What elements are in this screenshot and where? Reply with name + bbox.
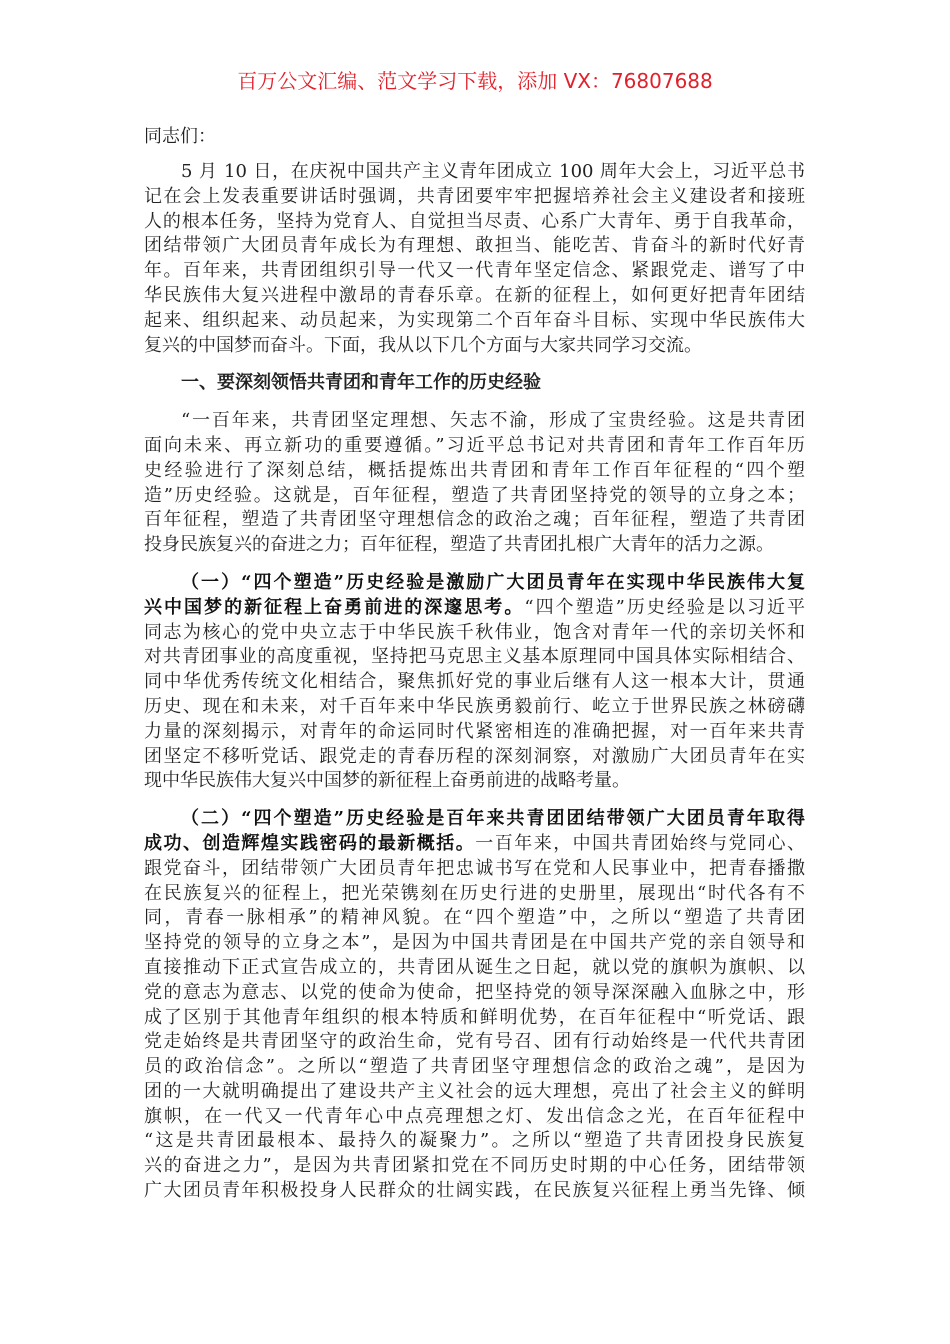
paragraph [144,807,805,1204]
document-body [144,124,805,1217]
text-line: 跟党奋斗，团结带领广大团员青年把忠诚书写在党和人民事业中，把青春播撒 [144,857,805,879]
text-line: 5 月 10 日，在庆祝中国共产主义青年团成立 100 周年大会上，习近平总书 [181,161,805,182]
text-line: 人的根本任务，坚持为党育人、自觉担当尽责、心系广大青年、勇于自我革命， [144,210,805,232]
text-line: 力量的深刻揭示，对青年的命运同时代紧密相连的准确把握，对一百年来共青 [144,720,805,742]
text-line: 直接推动下正式宣告成立的，共青团从诞生之日起，就以党的旗帜为旗帜、以 [144,956,805,978]
bold-lead-text: （二）“四个塑造”历史经验是百年来共青团团结带领广大团员青年取得 [181,808,805,830]
watermark-banner: 百万公文汇编、范文学习下载，添加 VX：76807688 [237,69,713,93]
text-line: 同，青春一脉相承”的精神风貌。在“四个塑造”中，之所以“塑造了共青团 [144,907,805,929]
text-line: 一、要深刻领悟共青团和青年工作的历史经验 [181,372,541,394]
text-line: 团结带领广大团员青年成长为有理想、敢担当、能吃苦、肯奋斗的新时代好青 [144,235,805,257]
text-line: 党的意志为意志、以党的使命为使命，把坚持党的领导深深融入血脉之中，形 [144,981,805,1003]
text-line: 造”历史经验。这就是，百年征程，塑造了共青团坚持党的领导的立身之本； [144,484,805,506]
text-line: 团坚定不移听党话、跟党走的青春历程的深刻洞察，对激励广大团员青年在实 [144,745,805,767]
text-line: 兴的奋进之力”，是因为共青团紧扣党在不同历史时期的中心任务，团结带领 [144,1155,805,1177]
paragraph [144,571,805,794]
line-text: “四个塑造”历史经验是以习近平 [524,596,805,618]
text-line: “这是共青团最根本、最持久的凝聚力”。之所以“塑造了共青团投身民族复 [144,1130,805,1152]
text-line: 华民族伟大复兴进程中激昂的青春乐章。在新的征程上，如何更好把青年团结 [144,284,805,306]
text-line: 员的政治信念”。之所以“塑造了共青团坚守理想信念的政治之魂”，是因为 [144,1056,805,1078]
text-line: 在民族复兴的征程上，把光荣镌刻在历史行进的史册里，展现出“时代各有不 [144,882,805,904]
text-line [144,807,805,832]
text-line: 历史、现在和未来，对千百年来中华民族勇毅前行、屹立于世界民族之林磅礴 [144,695,805,717]
line-text: 一百年来，中国共青团始终与党同心、 [475,832,806,854]
text-line: 坚持党的领导的立身之本”，是因为中国共青团是在中国共产党的亲自领导和 [144,932,805,954]
text-line: 史经验进行了深刻总结，概括提炼出共青团和青年工作百年征程的“四个塑 [144,459,805,481]
paragraph [144,409,805,558]
text-line [144,571,805,596]
text-line: 团的一大就明确提出了建设共产主义社会的远大理想，亮出了社会主义的鲜明 [144,1080,805,1102]
text-line: 起来、组织起来、动员起来，为实现第二个百年奋斗目标、实现中华民族伟大 [144,309,805,331]
text-line: 同中华优秀传统文化相结合，聚焦抓好党的事业后继有人这一根本大计，贯通 [144,671,805,693]
text-line: 复兴的中国梦而奋斗。下面，我从以下几个方面与大家共同学习交流。 [144,334,702,356]
paragraph [144,160,805,358]
salutation: 同志们： [144,126,216,147]
text-line: 现中华民族伟大复兴中国梦的新征程上奋勇前进的战略考量。 [144,770,630,792]
text-line: 对共青团事业的高度重视，坚持把马克思主义基本原理同中国具体实际相结合、 [144,646,805,668]
text-line: 党走始终是共青团坚守的政治生命，党有号召、团有行动始终是一代代共青团 [144,1031,805,1053]
section-heading [144,371,805,396]
bold-lead-text: 成功、创造辉煌实践密码的最新概括。 [144,832,476,854]
bold-lead-text: 兴中国梦的新征程上奋勇前进的深邃思考。 [144,596,525,618]
text-line: “一百年来，共青团坚定理想、矢志不渝，形成了宝贵经验。这是共青团 [181,410,805,432]
bold-lead-text: （一）“四个塑造”历史经验是激励广大团员青年在实现中华民族伟大复 [181,571,805,593]
text-line [144,596,805,621]
text-line [144,832,805,857]
text-line: 面向未来、再立新功的重要遵循。”习近平总书记对共青团和青年工作百年历 [144,434,805,456]
text-line: 成了区别于其他青年组织的根本特质和鲜明优势，在百年征程中“听党话、跟 [144,1006,805,1028]
paragraphs [144,160,805,1204]
text-line: 同志为核心的党中央立志于中华民族千秋伟业，饱含对青年一代的亲切关怀和 [144,621,805,643]
text-line: 记在会上发表重要讲话时强调，共青团要牢牢把握培养社会主义建设者和接班 [144,185,805,207]
text-line: 百年征程，塑造了共青团坚守理想信念的政治之魂；百年征程，塑造了共青团 [144,509,805,531]
text-line: 旗帜，在一代又一代青年心中点亮理想之灯、发出信念之光，在百年征程中 [144,1105,805,1127]
text-line: 广大团员青年积极投身人民群众的壮阔实践，在民族复兴征程上勇当先锋、倾 [144,1180,805,1202]
text-line: 投身民族复兴的奋进之力；百年征程，塑造了共青团扎根广大青年的活力之源。 [144,534,774,556]
text-line: 年。百年来，共青团组织引导一代又一代青年坚定信念、紧跟党走、谱写了中 [144,260,805,282]
